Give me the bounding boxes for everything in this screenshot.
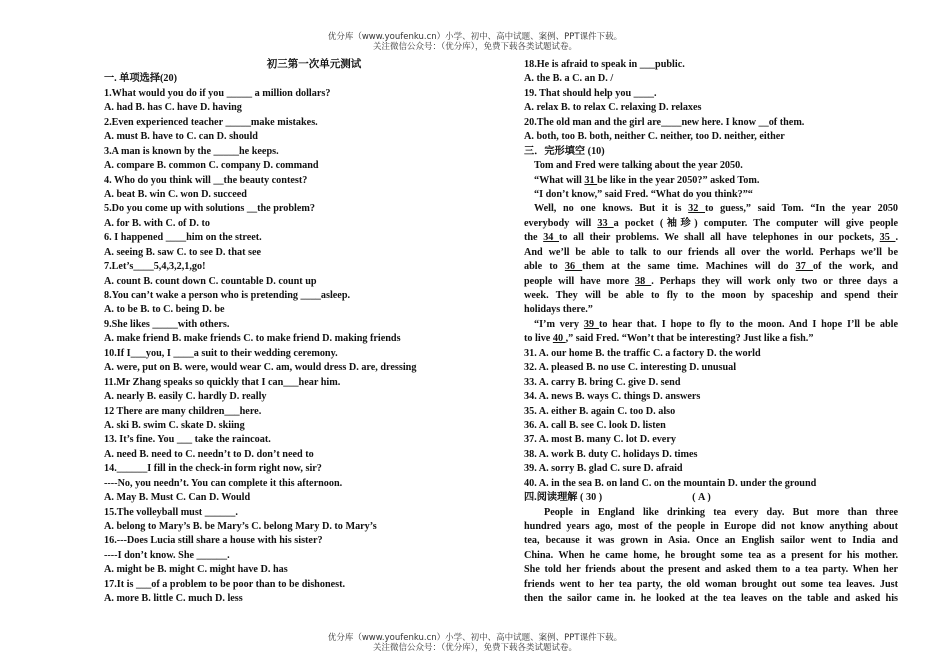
cloze-options-38: 38. A. work B. duty C. holidays D. times <box>524 448 698 460</box>
section-heading-reading <box>524 491 898 505</box>
question-12-options: A. ski B. swim C. skate D. skiing <box>104 419 245 431</box>
cloze-line <box>524 217 898 231</box>
cloze-blank-33: 33 <box>597 217 614 229</box>
question-9: 9.She likes _____with others. <box>104 318 230 330</box>
question-7: 7.Let’s____5,4,3,2,1,go! <box>104 261 206 273</box>
question-2-options: A. must B. have to C. can D. should <box>104 131 258 143</box>
question-5-options: A. for B. with C. of D. to <box>104 217 210 229</box>
question-10-options: A. were, put on B. were, would wear C. am, would dress D. are, dressing <box>104 362 417 374</box>
question-19: 19. That should help you ____. <box>524 87 657 99</box>
section-heading-cloze: 三．完形填空 (10) <box>524 145 605 157</box>
question-17-options: A. more B. little C. much D. less <box>104 593 243 605</box>
right-column <box>524 58 898 607</box>
cloze-text: the <box>524 232 544 244</box>
cloze-text: a pocket (袖珍) computer. The computer will give people <box>613 217 898 229</box>
question-17: 17.It is ___of a problem to be poor than to be dishonest. <box>104 578 346 590</box>
cloze-line: And we’ll be able to talk to our friends all over the world. Perhaps we’ll be <box>524 246 898 258</box>
question-3-options: A. compare B. common C. company D. command <box>104 160 319 172</box>
question-4-options: A. beat B. win C. won D. succeed <box>104 188 247 200</box>
cloze-options-32: 32. A. pleased B. no use C. interesting D. unusual <box>524 362 737 374</box>
cloze-text: them at the same time. Machines will do <box>582 261 796 273</box>
page-footer <box>0 633 950 653</box>
cloze-line: holidays there.” <box>524 304 593 316</box>
cloze-blank-36: 36 <box>564 261 583 273</box>
question-16-options: A. might be B. might C. might have D. has <box>104 564 288 576</box>
question-20-options: A. both, too B. both, neither C. neither, too D. neither, either <box>524 131 785 143</box>
header-line-1: 优分库（www.youfenku.cn）小学、初中、高中试题、案例、PPT课件下载。 <box>327 32 623 42</box>
cloze-line: Tom and Fred were talking about the year 2050. <box>534 160 743 172</box>
question-14-reply: ----No, you needn’t. You can complete it this afternoon. <box>104 477 343 489</box>
cloze-text: to live <box>524 333 553 345</box>
cloze-text: to guess,” said Tom. “In the year 2050 <box>705 203 898 215</box>
cloze-line <box>524 275 898 289</box>
question-5: 5.Do you come up with solutions __the problem? <box>104 203 315 215</box>
reading-line: She told her friends about the present and asked them to a tea party. When her <box>524 564 898 576</box>
footer-line-2: 关注微信公众号：（优分库），免费下载各类试题试卷。 <box>372 643 577 653</box>
cloze-options-33: 33. A. carry B. bring C. give D. send <box>524 376 681 388</box>
question-15-options: A. belong to Mary’s B. be Mary’s C. belong Mary D. to Mary’s <box>104 521 377 532</box>
question-9-options: A. make friend B. make friends C. to make friend D. making friends <box>104 333 401 345</box>
question-6: 6. I happened ____him on the street. <box>104 232 262 244</box>
passage-label: ( A ) <box>692 492 711 504</box>
cloze-options-35: 35. A. either B. again C. too D. also <box>524 405 676 417</box>
reading-line: hundred years ago, most of the people in Europe did not know anything about <box>524 521 898 532</box>
page-title: 初三第一次单元测试 <box>266 59 362 70</box>
cloze-options-40: 40. A. in the sea B. on land C. on the mountain D. under the ground <box>524 477 817 489</box>
header-line-2: 关注微信公众号：（优分库），免费下载各类试题试卷。 <box>372 42 577 52</box>
question-2: 2.Even experienced teacher _____make mistakes. <box>104 116 318 128</box>
cloze-blank-39: 39 <box>583 318 599 330</box>
cloze-text: able to <box>524 261 565 273</box>
page-header <box>0 32 950 52</box>
reading-section-title: 四.阅读理解 ( 30 ) <box>524 492 603 504</box>
cloze-text: . <box>895 232 898 244</box>
cloze-text: Well, no one knows. But it is <box>534 203 689 215</box>
question-15: 15.The volleyball must ______. <box>104 506 238 518</box>
question-8: 8.You can’t wake a person who is pretending ____asleep. <box>104 290 351 301</box>
cloze-options-36: 36. A. call B. see C. look D. listen <box>524 419 666 431</box>
question-18: 18.He is afraid to speak in ___public. <box>524 59 685 70</box>
cloze-line <box>524 174 898 188</box>
cloze-text: to hear that. I hope to fly to the moon. And I hope I’ll be able <box>598 318 898 330</box>
cloze-options-34: 34. A. news B. ways C. things D. answers <box>524 391 701 403</box>
question-13-options: A. need B. need to C. needn’t to D. don’t need to <box>104 448 314 460</box>
cloze-text: be like in the year 2050?” asked Tom. <box>597 174 760 186</box>
question-20: 20.The old man and the girl are____new here. I know __of them. <box>524 116 805 128</box>
cloze-options-37: 37. A. most B. many C. lot D. every <box>524 434 676 446</box>
cloze-text: “I’m very <box>534 318 584 330</box>
question-6-options: A. seeing B. saw C. to see D. that see <box>104 246 262 258</box>
question-19-options: A. relax B. to relax C. relaxing D. relaxes <box>524 102 702 114</box>
cloze-text: “What will <box>534 174 585 186</box>
cloze-line <box>524 231 898 245</box>
cloze-text: of the work, and <box>812 261 898 273</box>
cloze-blank-40: 40 <box>552 333 566 345</box>
cloze-text: everybody will <box>524 217 598 229</box>
question-12: 12 There are many children___here. <box>104 405 262 417</box>
cloze-blank-38: 38 <box>635 275 652 287</box>
question-8-options: A. to be B. to C. being D. be <box>104 304 225 316</box>
left-column <box>104 58 484 607</box>
question-18-options: A. the B. a C. an D. / <box>524 73 614 85</box>
cloze-line <box>524 260 898 274</box>
cloze-line <box>524 202 898 216</box>
cloze-blank-31: 31 <box>584 174 598 186</box>
reading-line: tea, because it was grown in Asia. Once an English sailor went to India and <box>524 535 898 547</box>
cloze-line <box>524 318 898 332</box>
cloze-text: to all their problems. We shall all have telephones in our pockets, <box>558 232 880 244</box>
question-3: 3.A man is known by the _____he keeps. <box>104 145 279 157</box>
cloze-line: week. They will be able to fly to the moon by spaceship and spend their <box>524 290 898 301</box>
question-14: 14.______I fill in the check-in form right now, sir? <box>104 463 322 475</box>
question-16: 16.---Does Lucia still share a house with his sister? <box>104 535 323 547</box>
question-11: 11.Mr Zhang speaks so quickly that I can___hear him. <box>104 376 341 388</box>
cloze-options-39: 39. A. sorry B. glad C. sure D. afraid <box>524 463 683 475</box>
question-10: 10.If I___you, I ____a suit to their wedding ceremony. <box>104 347 338 359</box>
cloze-line: “I don’t know,” said Fred. “What do you think?”“ <box>534 188 753 200</box>
cloze-options-31: 31. A. our home B. the traffic C. a factory D. the world <box>524 347 761 359</box>
cloze-blank-37: 37 <box>795 261 813 273</box>
footer-line-1: 优分库（www.youfenku.cn）小学、初中、高中试题、案例、PPT课件下载。 <box>327 633 623 643</box>
section-heading-single-choice: 一. 单项选择(20) <box>104 73 178 85</box>
reading-line: China. When he came home, he brought some tea as a present for his mother. <box>524 549 898 561</box>
cloze-blank-34: 34 <box>543 232 559 244</box>
question-16-reply: ----I don’t know. She ______. <box>104 549 230 561</box>
question-11-options: A. nearly B. easily C. hardly D. really <box>104 391 267 403</box>
question-7-options: A. count B. count down C. countable D. count up <box>104 275 317 287</box>
question-1: 1.What would you do if you _____ a million dollars? <box>104 87 331 99</box>
cloze-text: people will have more <box>524 275 636 287</box>
cloze-line <box>524 332 898 346</box>
question-13: 13. It’s fine. You ___ take the raincoat. <box>104 434 271 446</box>
cloze-blank-32: 32 <box>688 203 705 215</box>
reading-line: friends went to her tea party, the old woman brought out some tea leaves. Just <box>524 578 898 590</box>
reading-line: People in England like drinking tea every day. But more than three <box>544 506 898 518</box>
reading-line: then the sailor came in. he looked at the tea leaves on the table and asked his <box>524 593 898 605</box>
cloze-text: ,” said Fred. “Won’t that be interesting? Just like a fish.” <box>565 333 814 345</box>
cloze-text: . Perhaps they will work only two or three days a <box>651 275 898 287</box>
question-4: 4. Who do you think will __the beauty contest? <box>104 174 308 186</box>
cloze-blank-35: 35 <box>879 232 896 244</box>
question-14-options: A. May B. Must C. Can D. Would <box>104 492 251 504</box>
question-1-options: A. had B. has C. have D. having <box>104 102 242 114</box>
